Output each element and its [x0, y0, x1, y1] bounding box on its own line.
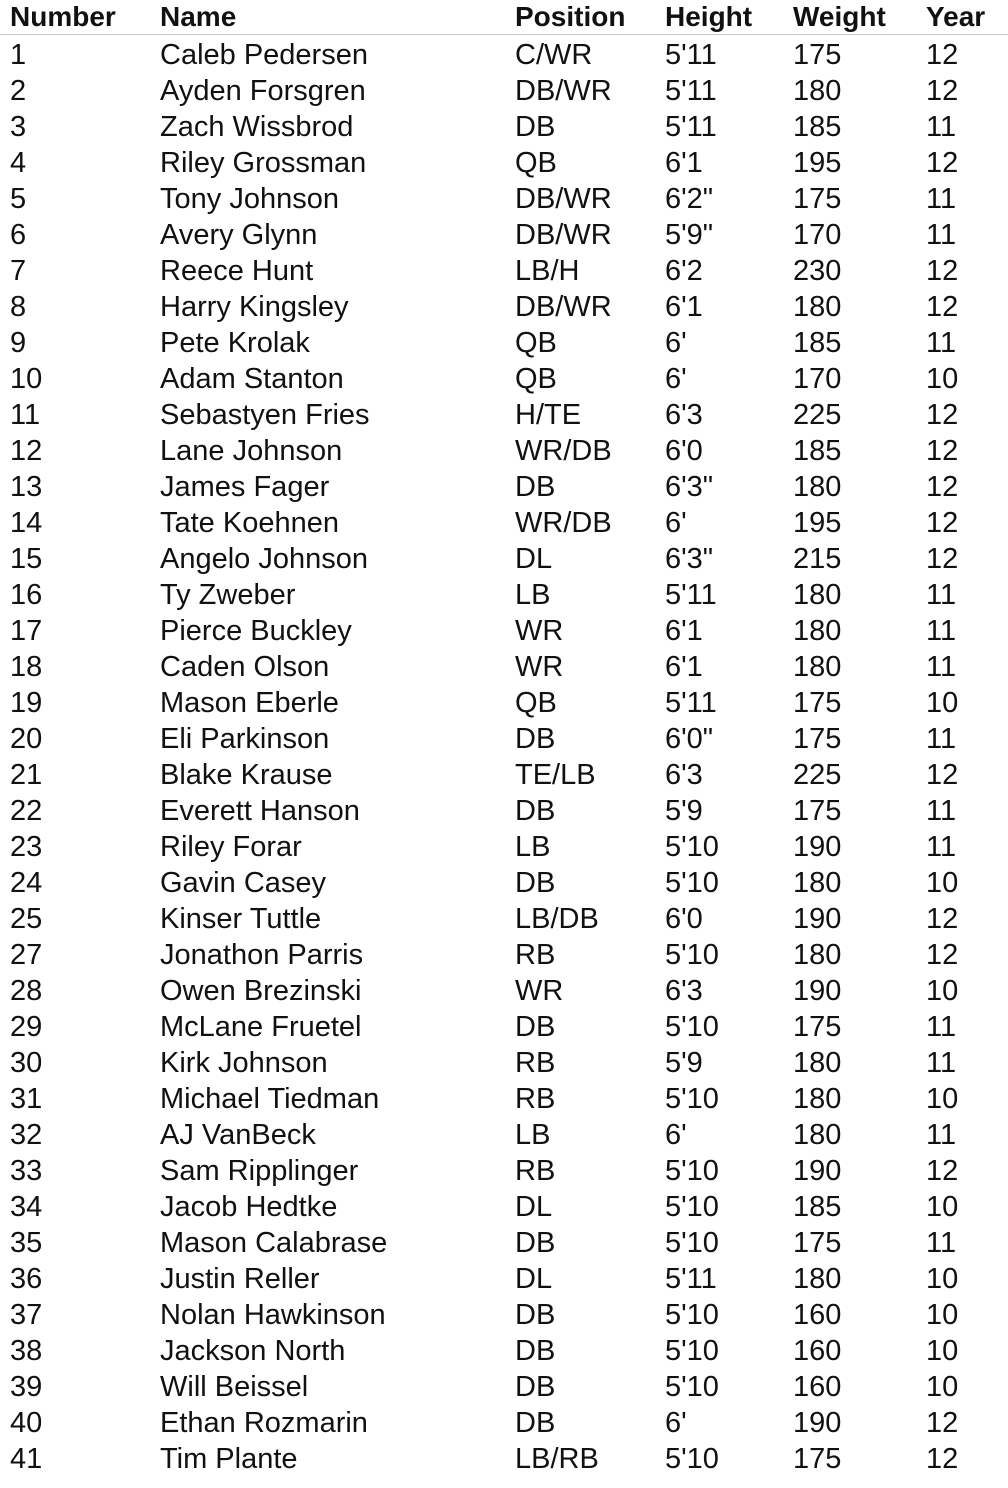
cell-number: 31 — [10, 1083, 43, 1115]
cell-name: Ethan Rozmarin — [160, 1407, 368, 1439]
cell-weight: 175 — [793, 183, 842, 215]
cell-year: 11 — [926, 651, 957, 683]
table-row — [0, 1153, 1008, 1189]
cell-position: DB — [515, 1299, 556, 1331]
cell-number: 24 — [10, 867, 43, 899]
cell-name: Justin Reller — [160, 1263, 320, 1295]
cell-number: 4 — [10, 147, 27, 179]
cell-year: 11 — [926, 327, 957, 359]
cell-position: DL — [515, 543, 553, 575]
cell-number: 25 — [10, 903, 43, 935]
cell-height: 5'10 — [665, 1443, 719, 1475]
cell-name: Caleb Pedersen — [160, 39, 368, 71]
cell-position: WR — [515, 615, 564, 647]
cell-name: AJ VanBeck — [160, 1119, 316, 1151]
cell-name: Angelo Johnson — [160, 543, 368, 575]
cell-number: 5 — [10, 183, 27, 215]
cell-name: Avery Glynn — [160, 219, 318, 251]
cell-height: 6' — [665, 1119, 687, 1151]
header-position: Position — [515, 1, 626, 32]
cell-year: 10 — [926, 1191, 959, 1223]
cell-height: 6' — [665, 507, 687, 539]
cell-name: Riley Forar — [160, 831, 302, 863]
cell-number: 38 — [10, 1335, 43, 1367]
cell-height: 5'9 — [665, 1047, 703, 1079]
cell-height: 5'10 — [665, 1335, 719, 1367]
table-row — [0, 901, 1008, 937]
cell-year: 12 — [926, 255, 959, 287]
cell-position: RB — [515, 1047, 556, 1079]
cell-weight: 175 — [793, 1443, 842, 1475]
cell-number: 36 — [10, 1263, 43, 1295]
cell-year: 12 — [926, 1443, 959, 1475]
cell-weight: 160 — [793, 1335, 842, 1367]
table-row — [0, 253, 1008, 289]
cell-weight: 160 — [793, 1371, 842, 1403]
cell-weight: 185 — [793, 1191, 842, 1223]
cell-number: 14 — [10, 507, 43, 539]
cell-height: 5'11 — [665, 1263, 717, 1295]
cell-number: 27 — [10, 939, 43, 971]
cell-name: Reece Hunt — [160, 255, 314, 287]
table-header — [0, 0, 1008, 35]
cell-year: 12 — [926, 399, 959, 431]
cell-name: Michael Tiedman — [160, 1083, 380, 1115]
table-row — [0, 433, 1008, 469]
cell-position: DL — [515, 1263, 553, 1295]
cell-height: 6'1 — [665, 615, 703, 647]
cell-number: 29 — [10, 1011, 43, 1043]
cell-weight: 170 — [793, 363, 842, 395]
cell-position: RB — [515, 1155, 556, 1187]
cell-position: QB — [515, 327, 557, 359]
cell-year: 12 — [926, 291, 959, 323]
cell-position: RB — [515, 939, 556, 971]
cell-position: DB — [515, 1335, 556, 1367]
cell-height: 6'2" — [665, 183, 714, 215]
cell-number: 41 — [10, 1443, 43, 1475]
cell-number: 16 — [10, 579, 43, 611]
cell-height: 6'0" — [665, 723, 714, 755]
cell-number: 10 — [10, 363, 43, 395]
cell-number: 37 — [10, 1299, 43, 1331]
cell-year: 11 — [926, 1011, 957, 1043]
cell-weight: 195 — [793, 507, 842, 539]
cell-position: RB — [515, 1083, 556, 1115]
cell-year: 10 — [926, 1263, 959, 1295]
table-row — [0, 361, 1008, 397]
cell-year: 12 — [926, 939, 959, 971]
cell-height: 5'10 — [665, 831, 719, 863]
table-row — [0, 505, 1008, 541]
cell-name: Kinser Tuttle — [160, 903, 322, 935]
cell-height: 5'9 — [665, 795, 703, 827]
cell-year: 12 — [926, 507, 959, 539]
header-number: Number — [10, 1, 116, 32]
cell-position: WR — [515, 975, 564, 1007]
cell-weight: 180 — [793, 1263, 842, 1295]
cell-name: Ty Zweber — [160, 579, 296, 611]
table-row — [0, 181, 1008, 217]
cell-height: 5'11 — [665, 687, 717, 719]
cell-weight: 175 — [793, 723, 842, 755]
cell-name: Owen Brezinski — [160, 975, 362, 1007]
table-row — [0, 973, 1008, 1009]
cell-year: 12 — [926, 471, 959, 503]
cell-name: Harry Kingsley — [160, 291, 349, 323]
cell-name: Jonathon Parris — [160, 939, 364, 971]
cell-weight: 190 — [793, 975, 842, 1007]
table-row — [0, 1045, 1008, 1081]
table-row — [0, 937, 1008, 973]
cell-year: 12 — [926, 435, 959, 467]
cell-weight: 175 — [793, 795, 842, 827]
cell-height: 6'3" — [665, 471, 714, 503]
cell-year: 11 — [926, 615, 957, 647]
table-row — [0, 37, 1008, 73]
cell-year: 11 — [926, 219, 957, 251]
cell-height: 6'3 — [665, 759, 703, 791]
cell-height: 6' — [665, 363, 687, 395]
cell-number: 12 — [10, 435, 43, 467]
cell-weight: 180 — [793, 75, 842, 107]
cell-height: 5'10 — [665, 1011, 719, 1043]
cell-weight: 180 — [793, 291, 842, 323]
table-row — [0, 541, 1008, 577]
cell-weight: 185 — [793, 327, 842, 359]
cell-position: LB — [515, 1119, 551, 1151]
cell-number: 23 — [10, 831, 43, 863]
table-row — [0, 865, 1008, 901]
cell-year: 11 — [926, 795, 957, 827]
table-row — [0, 397, 1008, 433]
cell-weight: 190 — [793, 1407, 842, 1439]
cell-position: WR — [515, 651, 564, 683]
cell-number: 35 — [10, 1227, 43, 1259]
cell-weight: 180 — [793, 867, 842, 899]
table-row — [0, 793, 1008, 829]
cell-number: 34 — [10, 1191, 43, 1223]
cell-height: 6' — [665, 1407, 687, 1439]
table-row — [0, 73, 1008, 109]
table-row — [0, 613, 1008, 649]
table-row — [0, 469, 1008, 505]
cell-year: 11 — [926, 183, 957, 215]
cell-height: 5'10 — [665, 867, 719, 899]
cell-position: DB — [515, 795, 556, 827]
cell-height: 5'9" — [665, 219, 714, 251]
cell-weight: 175 — [793, 1011, 842, 1043]
cell-number: 6 — [10, 219, 27, 251]
cell-height: 5'10 — [665, 1083, 719, 1115]
table-row — [0, 649, 1008, 685]
cell-name: Will Beissel — [160, 1371, 309, 1403]
cell-position: LB — [515, 831, 551, 863]
cell-position: DB/WR — [515, 219, 612, 251]
cell-year: 11 — [926, 579, 957, 611]
cell-number: 21 — [10, 759, 43, 791]
cell-weight: 180 — [793, 471, 842, 503]
cell-height: 6'1 — [665, 651, 703, 683]
cell-year: 12 — [926, 543, 959, 575]
cell-number: 22 — [10, 795, 43, 827]
table-row — [0, 1117, 1008, 1153]
table-row — [0, 1081, 1008, 1117]
cell-number: 8 — [10, 291, 27, 323]
cell-number: 19 — [10, 687, 43, 719]
cell-height: 5'10 — [665, 1371, 719, 1403]
cell-weight: 215 — [793, 543, 842, 575]
cell-name: McLane Fruetel — [160, 1011, 362, 1043]
cell-position: DB — [515, 111, 556, 143]
cell-weight: 180 — [793, 939, 842, 971]
cell-year: 10 — [926, 867, 959, 899]
cell-position: LB/DB — [515, 903, 599, 935]
table-row — [0, 1009, 1008, 1045]
cell-number: 1 — [10, 39, 27, 71]
cell-position: DB — [515, 1407, 556, 1439]
cell-position: C/WR — [515, 39, 593, 71]
cell-weight: 175 — [793, 687, 842, 719]
cell-year: 12 — [926, 1155, 959, 1187]
cell-name: Ayden Forsgren — [160, 75, 366, 107]
cell-weight: 180 — [793, 615, 842, 647]
cell-weight: 175 — [793, 1227, 842, 1259]
table-row — [0, 109, 1008, 145]
cell-height: 5'10 — [665, 1299, 719, 1331]
cell-year: 12 — [926, 1407, 959, 1439]
cell-height: 5'11 — [665, 39, 717, 71]
cell-name: Jacob Hedtke — [160, 1191, 338, 1223]
cell-name: Zach Wissbrod — [160, 111, 354, 143]
cell-position: DL — [515, 1191, 553, 1223]
cell-weight: 225 — [793, 759, 842, 791]
cell-name: Jackson North — [160, 1335, 346, 1367]
cell-name: Tate Koehnen — [160, 507, 339, 539]
cell-weight: 190 — [793, 1155, 842, 1187]
cell-weight: 195 — [793, 147, 842, 179]
cell-year: 12 — [926, 75, 959, 107]
cell-number: 17 — [10, 615, 43, 647]
cell-number: 11 — [10, 399, 41, 431]
cell-position: DB/WR — [515, 183, 612, 215]
cell-name: Eli Parkinson — [160, 723, 330, 755]
cell-name: Caden Olson — [160, 651, 330, 683]
cell-name: Blake Krause — [160, 759, 333, 791]
cell-position: LB/RB — [515, 1443, 599, 1475]
cell-name: Tim Plante — [160, 1443, 298, 1475]
cell-name: Lane Johnson — [160, 435, 343, 467]
cell-name: Mason Eberle — [160, 687, 339, 719]
cell-year: 10 — [926, 975, 959, 1007]
cell-year: 11 — [926, 723, 957, 755]
cell-year: 11 — [926, 1047, 957, 1079]
table-row — [0, 325, 1008, 361]
cell-number: 18 — [10, 651, 43, 683]
table-row — [0, 289, 1008, 325]
cell-position: DB/WR — [515, 291, 612, 323]
cell-height: 6'0 — [665, 903, 703, 935]
cell-name: Pete Krolak — [160, 327, 310, 359]
cell-position: DB — [515, 1011, 556, 1043]
cell-name: Sam Ripplinger — [160, 1155, 359, 1187]
cell-name: Kirk Johnson — [160, 1047, 328, 1079]
table-row — [0, 145, 1008, 181]
cell-weight: 160 — [793, 1299, 842, 1331]
cell-number: 9 — [10, 327, 27, 359]
table-body — [0, 37, 1008, 1477]
cell-position: DB — [515, 723, 556, 755]
cell-year: 12 — [926, 903, 959, 935]
cell-position: DB — [515, 1371, 556, 1403]
cell-year: 11 — [926, 831, 957, 863]
cell-position: H/TE — [515, 399, 582, 431]
cell-year: 10 — [926, 1299, 959, 1331]
cell-weight: 185 — [793, 111, 842, 143]
cell-year: 11 — [926, 1119, 957, 1151]
cell-weight: 190 — [793, 831, 842, 863]
cell-position: WR/DB — [515, 435, 612, 467]
table-row — [0, 1369, 1008, 1405]
cell-weight: 180 — [793, 579, 842, 611]
cell-number: 2 — [10, 75, 27, 107]
cell-number: 39 — [10, 1371, 43, 1403]
cell-position: WR/DB — [515, 507, 612, 539]
header-height: Height — [665, 1, 753, 32]
cell-name: Tony Johnson — [160, 183, 339, 215]
cell-weight: 180 — [793, 1047, 842, 1079]
cell-height: 5'10 — [665, 1191, 719, 1223]
table-row — [0, 1441, 1008, 1477]
cell-number: 3 — [10, 111, 27, 143]
cell-weight: 185 — [793, 435, 842, 467]
cell-height: 5'11 — [665, 75, 717, 107]
cell-name: James Fager — [160, 471, 330, 503]
cell-height: 6'3 — [665, 399, 703, 431]
cell-height: 5'10 — [665, 1155, 719, 1187]
cell-year: 10 — [926, 1335, 959, 1367]
cell-name: Nolan Hawkinson — [160, 1299, 386, 1331]
header-year: Year — [926, 1, 986, 32]
cell-number: 30 — [10, 1047, 43, 1079]
cell-number: 40 — [10, 1407, 43, 1439]
table-row — [0, 757, 1008, 793]
cell-year: 12 — [926, 759, 959, 791]
table-row — [0, 1405, 1008, 1441]
cell-year: 11 — [926, 1227, 957, 1259]
cell-name: Pierce Buckley — [160, 615, 352, 647]
cell-position: DB — [515, 867, 556, 899]
cell-position: DB/WR — [515, 75, 612, 107]
cell-position: LB — [515, 579, 551, 611]
cell-height: 5'10 — [665, 1227, 719, 1259]
cell-weight: 180 — [793, 1119, 842, 1151]
cell-year: 12 — [926, 147, 959, 179]
table-row — [0, 721, 1008, 757]
table-row — [0, 685, 1008, 721]
cell-height: 5'11 — [665, 579, 717, 611]
cell-height: 6'2 — [665, 255, 703, 287]
cell-weight: 180 — [793, 651, 842, 683]
cell-weight: 180 — [793, 1083, 842, 1115]
cell-year: 10 — [926, 363, 959, 395]
cell-height: 5'11 — [665, 111, 717, 143]
cell-position: QB — [515, 687, 557, 719]
cell-position: DB — [515, 1227, 556, 1259]
cell-position: LB/H — [515, 255, 580, 287]
cell-position: DB — [515, 471, 556, 503]
cell-weight: 230 — [793, 255, 842, 287]
cell-year: 12 — [926, 39, 959, 71]
cell-number: 28 — [10, 975, 43, 1007]
cell-number: 20 — [10, 723, 43, 755]
cell-year: 11 — [926, 111, 957, 143]
cell-name: Adam Stanton — [160, 363, 344, 395]
table-row — [0, 1333, 1008, 1369]
cell-weight: 175 — [793, 39, 842, 71]
cell-name: Everett Hanson — [160, 795, 360, 827]
cell-name: Gavin Casey — [160, 867, 327, 899]
cell-weight: 170 — [793, 219, 842, 251]
table-row — [0, 1189, 1008, 1225]
header-name: Name — [160, 1, 237, 32]
cell-number: 13 — [10, 471, 43, 503]
cell-position: TE/LB — [515, 759, 596, 791]
cell-height: 6'3" — [665, 543, 714, 575]
cell-position: QB — [515, 363, 557, 395]
cell-number: 33 — [10, 1155, 43, 1187]
cell-height: 6'1 — [665, 147, 703, 179]
cell-number: 7 — [10, 255, 27, 287]
cell-year: 10 — [926, 687, 959, 719]
cell-year: 10 — [926, 1083, 959, 1115]
cell-height: 6'1 — [665, 291, 703, 323]
cell-name: Sebastyen Fries — [160, 399, 370, 431]
cell-height: 6'3 — [665, 975, 703, 1007]
cell-number: 15 — [10, 543, 43, 575]
table-row — [0, 577, 1008, 613]
cell-number: 32 — [10, 1119, 43, 1151]
cell-weight: 225 — [793, 399, 842, 431]
cell-height: 6' — [665, 327, 687, 359]
table-row — [0, 217, 1008, 253]
table-row — [0, 1297, 1008, 1333]
cell-weight: 190 — [793, 903, 842, 935]
table-row — [0, 1225, 1008, 1261]
cell-height: 5'10 — [665, 939, 719, 971]
cell-name: Riley Grossman — [160, 147, 367, 179]
table-row — [0, 829, 1008, 865]
header-weight: Weight — [793, 1, 886, 32]
cell-name: Mason Calabrase — [160, 1227, 388, 1259]
cell-year: 10 — [926, 1371, 959, 1403]
cell-height: 6'0 — [665, 435, 703, 467]
table-row — [0, 1261, 1008, 1297]
cell-position: QB — [515, 147, 557, 179]
